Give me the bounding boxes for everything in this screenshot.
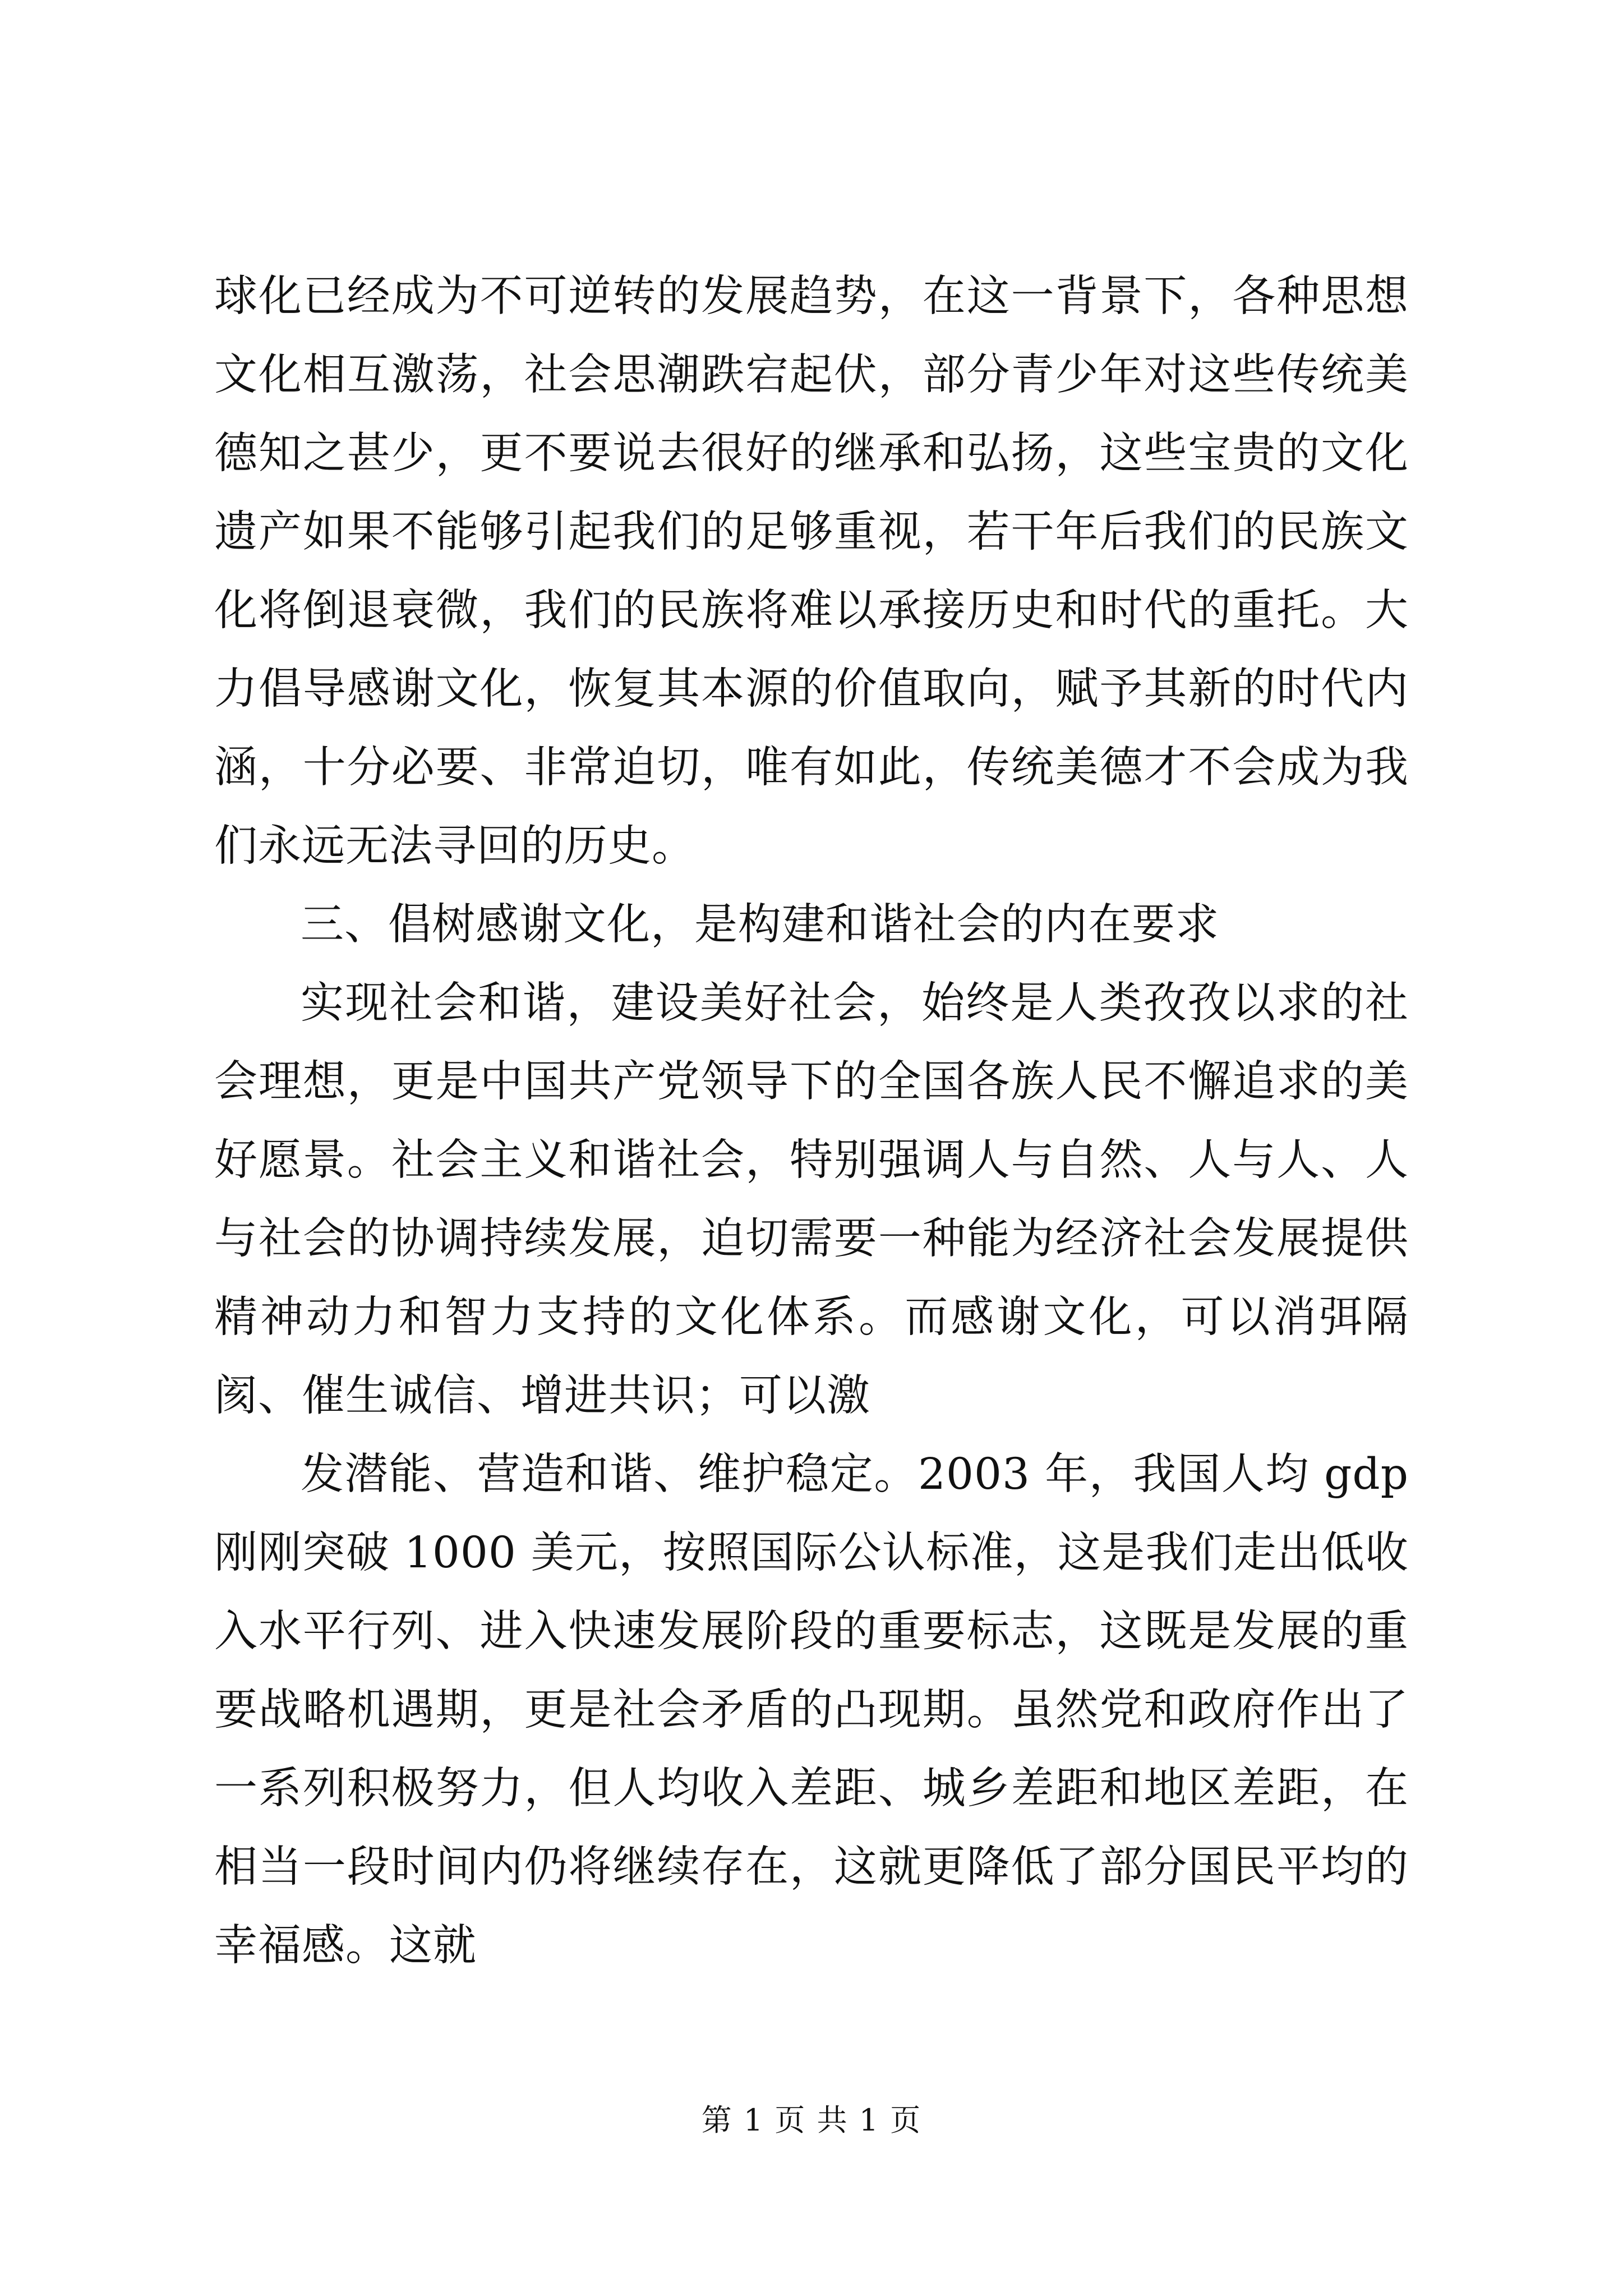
page-footer: 第 1 页 共 1 页 [701,2102,922,2138]
body-paragraph: 实现社会和谐，建设美好社会，始终是人类孜孜以求的社会理想，更是中国共产党领导下的全国各族人民不懈追求的美好愿景。社会主义和谐社会，特别强调人与自然、人与人、人与社会的协调持续发展，迫切需要一种能为经济社会发展提供精神动力和智力支持的文化体系。而感谢文化，可以消弭隔阂、催生诚信、增进共识；可以激 [214,978,1409,1421]
section-heading: 三、倡树感谢文化，是构建和谐社会的内在要求 [301,900,1219,950]
body-paragraph: 发潜能、营造和谐、维护稳定。2003 年，我国人均 gdp 刚刚突破 1000 美元，按照国际公认标准，这是我们走出低收入水平行列、进入快速发展阶段的重要标志，这既是发展的重要战略机遇期，更是社会矛盾的凸现期。虽然党和政府作出了一系列积极努力，但人均收入差距、城乡差距和地区差距，在相当一段时间内仍将继续存在，这就更降低了部分国民平均的幸福感。这就 [214,1450,1409,1971]
body-paragraph: 球化已经成为不可逆转的发展趋势，在这一背景下，各种思想文化相互激荡，社会思潮跌宕起伏，部分青少年对这些传统美德知之甚少，更不要说去很好的继承和弘扬，这些宝贵的文化遗产如果不能够引起我们的足够重视，若干年后我们的民族文化将倒退衰微，我们的民族将难以承接历史和时代的重托。大力倡导感谢文化，恢复其本源的价值取向，赋予其新的时代内涵，十分必要、非常迫切，唯有如此，传统美德才不会成为我们永远无法寻回的历史。 [214,272,1409,871]
document-body [214,257,1409,1985]
